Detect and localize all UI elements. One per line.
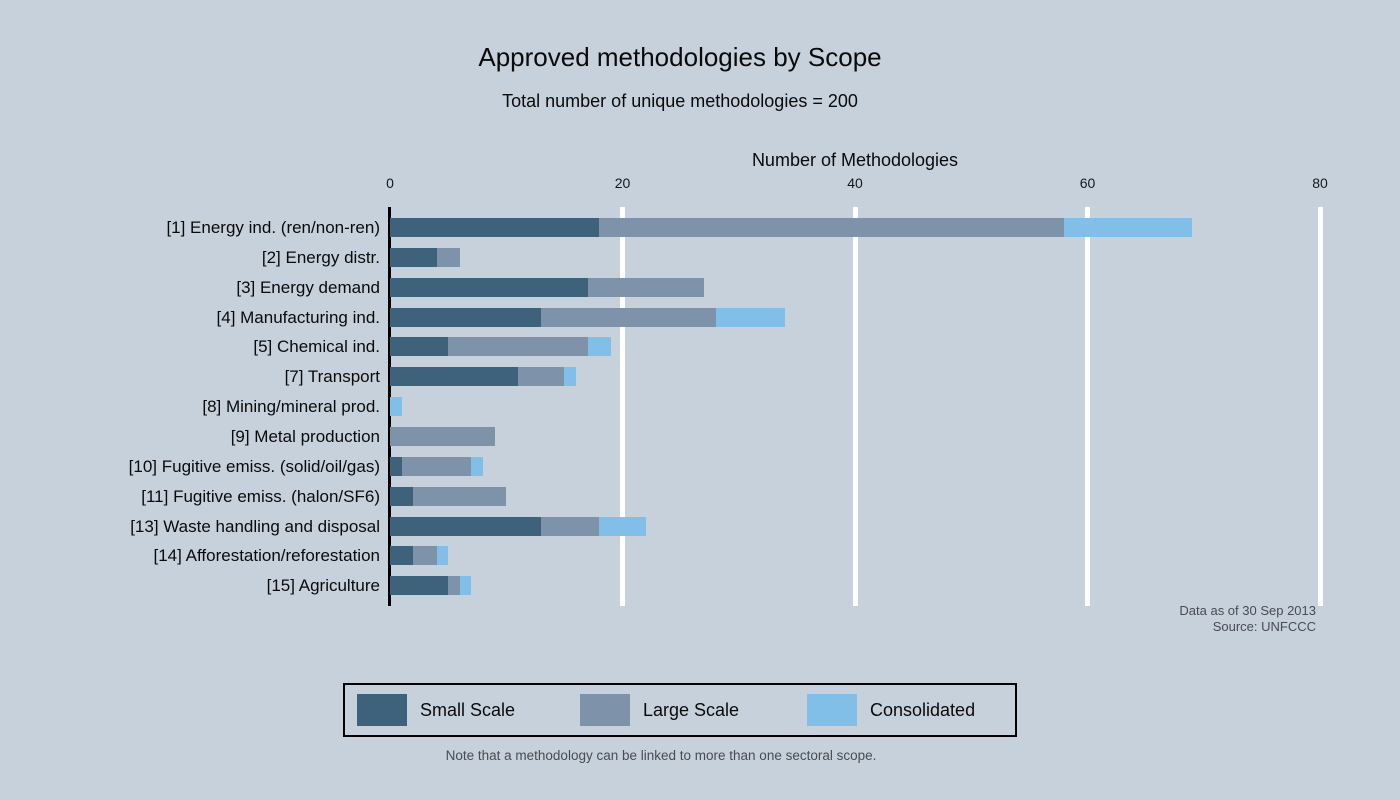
bar-segment-small-scale [390,457,402,476]
bar-row [390,278,704,297]
legend [343,683,1017,737]
chart-subtitle: Total number of unique methodologies = 200 [502,91,858,111]
legend-item-consolidated [807,685,975,735]
gridline [1318,207,1323,606]
bar-row [390,457,483,476]
x-tick-row [386,175,1328,193]
legend-item-small-scale [357,685,515,735]
bar-segment-consolidated [471,457,483,476]
data-notes [1179,603,1316,635]
category-labels [0,207,381,606]
x-tick-label: 60 [1079,175,1096,191]
plot-area [390,207,1320,606]
gridline [853,207,858,606]
category-label: [9] Metal production [230,426,380,446]
legend-label-small-scale: Small Scale [420,699,516,720]
category-label: [4] Manufacturing ind. [216,307,380,327]
category-label: [14] Afforestation/reforestation [153,546,380,566]
bar-segment-consolidated [564,367,576,386]
category-label: [8] Mining/mineral prod. [202,397,380,417]
bar-segment-small-scale [390,278,588,297]
gridline [1085,207,1090,606]
bar-segment-large-scale [448,337,588,356]
note-source: Source: UNFCCC [1212,619,1316,634]
category-label: [7] Transport [284,367,380,387]
x-axis-title: Number of Methodologies [751,150,959,170]
bar-segment-small-scale [390,248,437,267]
x-tick-label: 0 [386,175,394,191]
bar-segment-small-scale [390,546,413,565]
bar-row [390,337,611,356]
bar-segment-consolidated [716,308,786,327]
bar-segment-small-scale [390,517,541,536]
category-label: [5] Chemical ind. [253,337,380,357]
bar-row [390,308,785,327]
bar-row [390,517,646,536]
bar-row [390,367,576,386]
bar-segment-small-scale [390,218,599,237]
bar-segment-large-scale [413,487,506,506]
bar-segment-large-scale [541,308,715,327]
category-label: [3] Energy demand [236,277,380,297]
bar-row [390,218,1192,237]
small-scale-swatch [357,694,407,726]
chart-title: Approved methodologies by Scope [478,42,882,72]
bar-segment-consolidated [460,576,472,595]
bar-row [390,427,495,446]
bar-segment-consolidated [599,517,646,536]
bar-segment-large-scale [588,278,704,297]
bar-segment-large-scale [541,517,599,536]
note-date: Data as of 30 Sep 2013 [1179,603,1316,618]
bar-segment-small-scale [390,308,541,327]
category-label: [13] Waste handling and disposal [130,516,380,536]
legend-label-large-scale: Large Scale [643,699,740,720]
bar-segment-small-scale [390,576,448,595]
gridline [620,207,625,606]
x-tick-label: 80 [1312,175,1328,191]
bar-row [390,248,460,267]
bar-segment-consolidated [437,546,449,565]
bar-row [390,576,471,595]
bar-segment-large-scale [402,457,472,476]
bar-row [390,546,448,565]
bar-segment-large-scale [448,576,460,595]
bar-segment-large-scale [518,367,565,386]
bar-row [390,397,402,416]
footnote: Note that a methodology can be linked to more than one sectoral scope. [445,748,877,763]
legend-label-consolidated: Consolidated [870,699,976,720]
consolidated-swatch [807,694,857,726]
bar-row [390,487,506,506]
category-label: [2] Energy distr. [261,247,380,267]
large-scale-swatch [580,694,630,726]
legend-item-large-scale [580,685,739,735]
category-label: [15] Agriculture [266,576,380,596]
bar-segment-small-scale [390,367,518,386]
category-label: [10] Fugitive emiss. (solid/oil/gas) [128,456,380,476]
bar-segment-small-scale [390,337,448,356]
category-label: [11] Fugitive emiss. (halon/SF6) [141,486,380,506]
x-tick-label: 20 [614,175,631,191]
bar-segment-consolidated [588,337,611,356]
bar-segment-consolidated [1064,218,1192,237]
bar-segment-large-scale [599,218,1064,237]
bar-segment-consolidated [390,397,402,416]
bar-segment-large-scale [437,248,460,267]
category-label: [1] Energy ind. (ren/non-ren) [166,218,380,237]
bar-segment-large-scale [390,427,495,446]
bar-segment-large-scale [413,546,436,565]
bar-segment-small-scale [390,487,413,506]
x-tick-label: 40 [847,175,863,191]
